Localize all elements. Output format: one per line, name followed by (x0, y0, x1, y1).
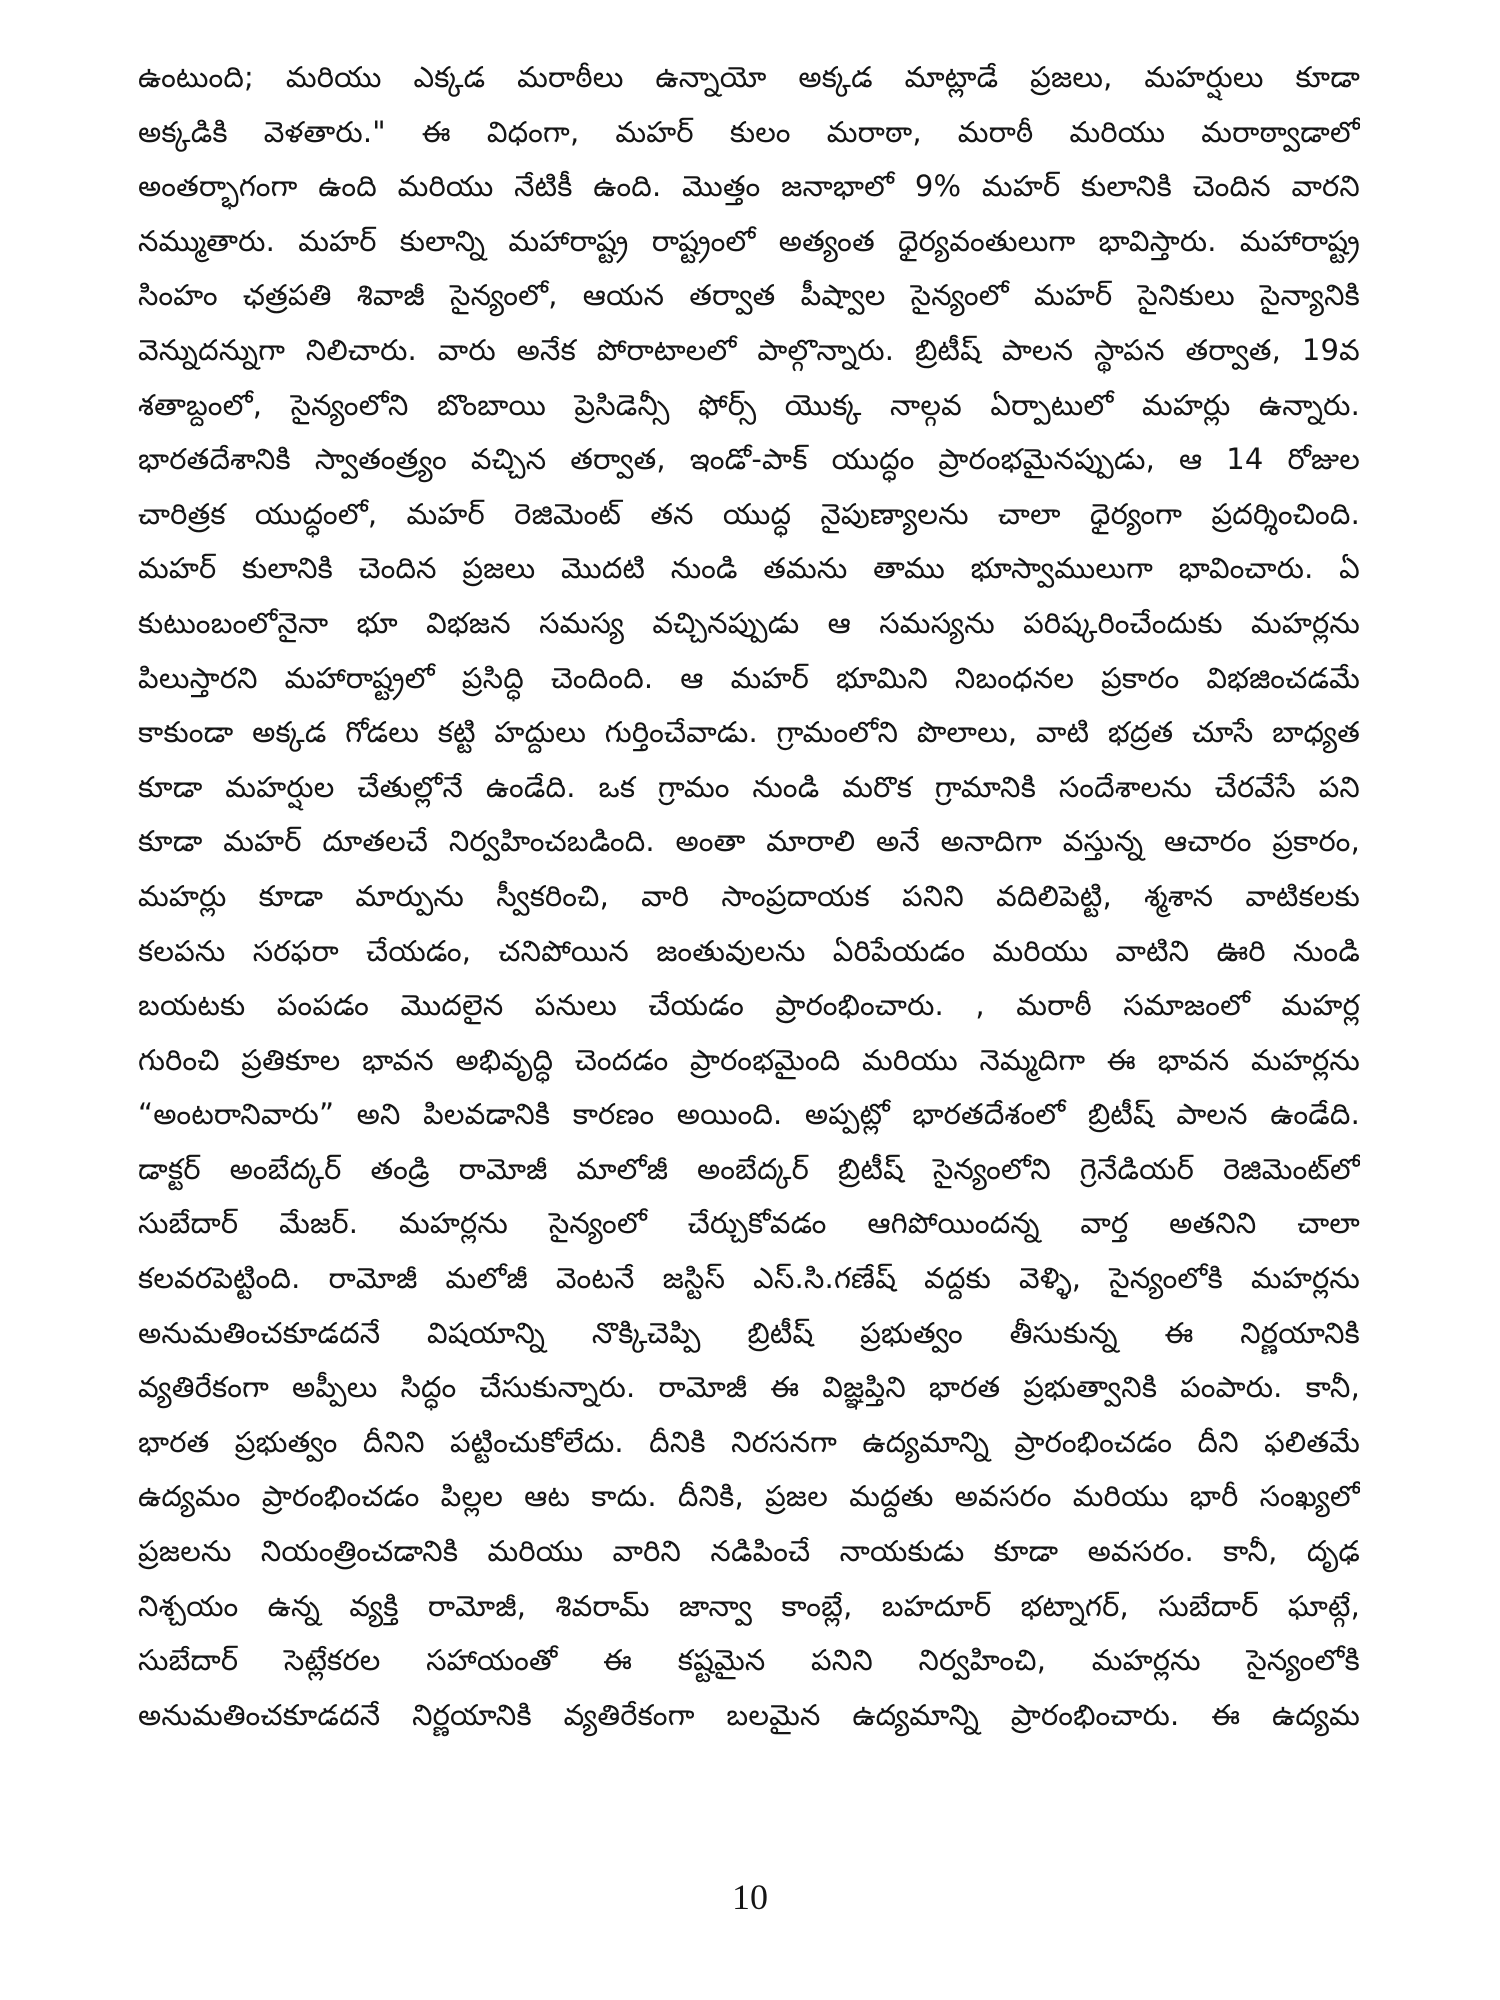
text-line: మహర్లు కూడా మార్పును స్వీకరించి, వారి సాంప్రదాయక పనిని వదిలిపెట్టి, శ్మశాన వాటికలకు (138, 878, 1360, 913)
page-number: 10 (732, 1877, 768, 1917)
text-line: ప్రజలను నియంత్రించడానికి మరియు వారిని నడిపించే నాయకుడు కూడా అవసరం. కానీ, దృఢ (138, 1534, 1360, 1569)
text-line: సుబేదార్ సెట్లేకరల సహాయంతో ఈ కష్టమైన పనిని నిర్వహించి, మహర్లను సైన్యంలోకి (138, 1643, 1360, 1678)
text-line: నమ్ముతారు. మహర్ కులాన్ని మహారాష్ట్ర రాష్ట్రంలో అత్యంత ధైర్యవంతులుగా భావిస్తారు. మహారాష్ట్ర (138, 223, 1360, 258)
text-line: శతాబ్దంలో, సైన్యంలోని బొంబాయి ప్రెసిడెన్సీ ఫోర్స్ యొక్క నాల్గవ ఏర్పాటులో మహర్లు ఉన్నారు. (138, 387, 1360, 422)
text-line: అనుమతించకూడదనే విషయాన్ని నొక్కిచెప్పి బ్రిటీష్ ప్రభుత్వం తీసుకున్న ఈ నిర్ణయానికి (138, 1315, 1360, 1350)
text-line: వ్యతిరేకంగా అప్పీలు సిద్ధం చేసుకున్నారు. రామోజీ ఈ విజ్ఞప్తిని భారత ప్రభుత్వానికి పంపారు. కానీ, (138, 1370, 1360, 1405)
text-line: సుబేదార్ మేజర్. మహర్లను సైన్యంలో చేర్చుకోవడం ఆగిపోయిందన్న వార్త అతనిని చాలా (138, 1206, 1360, 1241)
text-line: ఉంటుంది; మరియు ఎక్కడ మరాఠీలు ఉన్నాయో అక్కడ మాట్లాడే ప్రజలు, మహర్షులు కూడా (138, 60, 1360, 94)
text-line: వెన్నుదన్నుగా నిలిచారు. వారు అనేక పోరాటాలలో పాల్గొన్నారు. బ్రిటీష్ పాలన స్థాపన తర్వాత, 19వ (138, 332, 1360, 367)
text-line: ఉద్యమం ప్రారంభించడం పిల్లల ఆట కాదు. దీనికి, ప్రజల మద్దతు అవసరం మరియు భారీ సంఖ్యలో (138, 1479, 1360, 1514)
text-line: కలపను సరఫరా చేయడం, చనిపోయిన జంతువులను ఏరిపేయడం మరియు వాటిని ఊరి నుండి (138, 933, 1360, 968)
text-line: అక్కడికి వెళతారు." ఈ విధంగా, మహర్ కులం మరాఠా, మరాఠీ మరియు మరాఠ్వాడాలో (138, 114, 1360, 149)
text-line: చారిత్రక యుద్ధంలో, మహర్ రెజిమెంట్ తన యుద్ధ నైపుణ్యాలను చాలా ధైర్యంగా ప్రదర్శించింది. (138, 496, 1360, 531)
text-line: సింహం ఛత్రపతి శివాజీ సైన్యంలో, ఆయన తర్వాత పీష్వాల సైన్యంలో మహర్ సైనికులు సైన్యానికి (138, 278, 1360, 313)
text-line: కుటుంబంలోనైనా భూ విభజన సమస్య వచ్చినప్పుడు ఆ సమస్యను పరిష్కరించేందుకు మహర్లను (138, 605, 1360, 640)
text-line: బయటకు పంపడం మొదలైన పనులు చేయడం ప్రారంభించారు. , మరాఠీ సమాజంలో మహర్ల (138, 988, 1360, 1023)
text-line: నిశ్చయం ఉన్న వ్యక్తి రామోజీ, శివరామ్ జాన్వా కాంబ్లే, బహదూర్ భట్నాగర్, సుబేదార్ ఘాట్గే, (138, 1588, 1360, 1623)
text-line: కూడా మహర్ దూతలచే నిర్వహించబడింది. అంతా మారాలి అనే అనాదిగా వస్తున్న ఆచారం ప్రకారం, (138, 824, 1360, 859)
text-line: పిలుస్తారని మహారాష్ట్రలో ప్రసిద్ధి చెందింది. ఆ మహర్ భూమిని నిబంధనల ప్రకారం విభజించడమే (138, 660, 1360, 695)
text-line: భారత ప్రభుత్వం దీనిని పట్టించుకోలేదు. దీనికి నిరసనగా ఉద్యమాన్ని ప్రారంభించడం దీని ఫలితమే (138, 1424, 1360, 1459)
text-line: మహర్ కులానికి చెందిన ప్రజలు మొదటి నుండి తమను తాము భూస్వాములుగా భావించారు. ఏ (138, 551, 1360, 586)
text-line: భారతదేశానికి స్వాతంత్ర్యం వచ్చిన తర్వాత, ఇండో-పాక్ యుద్ధం ప్రారంభమైనప్పుడు, ఆ 14 రోజుల (138, 442, 1360, 477)
text-line: కాకుండా అక్కడ గోడలు కట్టి హద్దులు గుర్తించేవాడు. గ్రామంలోని పొలాలు, వాటి భద్రత చూసే బాధ్యత (138, 715, 1360, 750)
text-line: కూడా మహర్షుల చేతుల్లోనే ఉండేది. ఒక గ్రామం నుండి మరొక గ్రామానికి సందేశాలను చేరవేసే పని (138, 769, 1360, 804)
text-line: “అంటరానివారు” అని పిలవడానికి కారణం అయింది. అప్పట్లో భారతదేశంలో బ్రిటీష్ పాలన ఉండేది. (138, 1097, 1360, 1132)
text-line: అనుమతించకూడదనే నిర్ణయానికి వ్యతిరేకంగా బలమైన ఉద్యమాన్ని ప్రారంభించారు. ఈ ఉద్యమ (138, 1697, 1360, 1732)
text-line: కలవరపెట్టింది. రామోజీ మలోజీ వెంటనే జస్టిస్ ఎస్.సి.గణేష్ వద్దకు వెళ్ళి, సైన్యంలోకి మహర్లను (138, 1261, 1360, 1296)
text-line: డాక్టర్ అంబేద్కర్ తండ్రి రామోజీ మాలోజీ అంబేద్కర్ బ్రిటీష్ సైన్యంలోని గ్రెనేడియర్ రెజిమెంట్‌లో (138, 1151, 1360, 1186)
body-text (138, 50, 1360, 1830)
text-line: గురించి ప్రతికూల భావన అభివృద్ధి చెందడం ప్రారంభమైంది మరియు నెమ్మదిగా ఈ భావన మహర్లను (138, 1042, 1360, 1077)
text-line: అంతర్భాగంగా ఉంది మరియు నేటికీ ఉంది. మొత్తం జనాభాలో 9% మహర్ కులానికి చెందిన వారని (138, 169, 1360, 204)
